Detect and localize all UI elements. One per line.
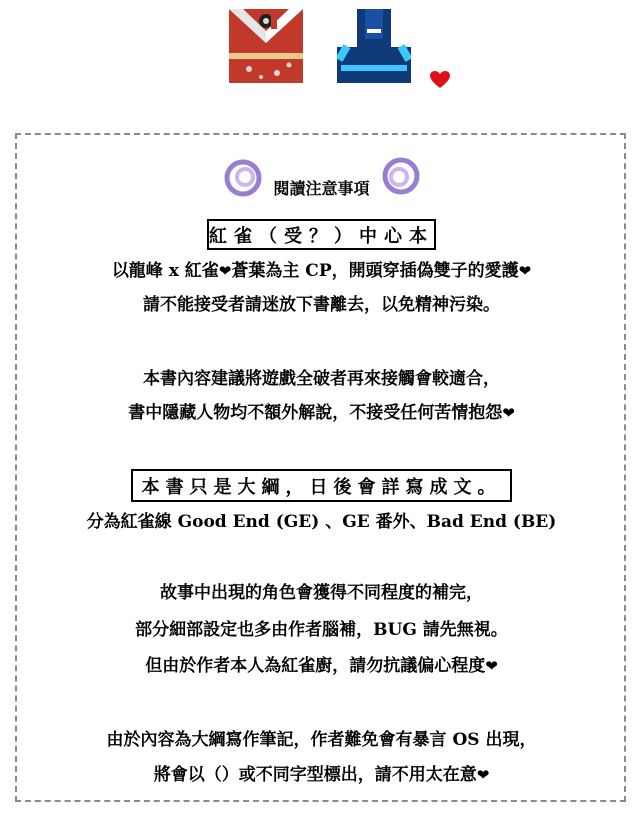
heading-row bbox=[0, 156, 643, 202]
notice-line: 分為紅雀線 Good End (GE) 、GE 番外、Bad End (BE) bbox=[86, 512, 557, 532]
notice-line: 但由於作者本人為紅雀廚，請勿抗議偏心程度❤ bbox=[145, 656, 498, 676]
boxed-title-center-book: 紅雀（受？）中心本 bbox=[207, 219, 436, 250]
notice-line: 將會以（）或不同字型標出，請不用太在意❤ bbox=[153, 765, 490, 785]
heart-icon: ❤ bbox=[518, 262, 532, 280]
notice-line: 本書內容建議將遊戲全破者再來接觸會較適合， bbox=[143, 369, 500, 389]
notice-line: 請不能接受者請迷放下書離去，以免精神污染。 bbox=[143, 295, 500, 315]
heart-icon: ❤ bbox=[502, 404, 515, 422]
heart-icon bbox=[430, 71, 450, 89]
notice-line: 部分細部設定也多由作者腦補，BUG 請先無視。 bbox=[135, 620, 508, 640]
notice-line: 故事中出現的角色會獲得不同程度的補完， bbox=[160, 583, 483, 603]
notice-line: 書中隱藏人物均不額外解說，不接受任何苦情抱怨❤ bbox=[128, 403, 515, 423]
page-title: 閱讀注意事項 bbox=[273, 179, 370, 198]
heart-icon: ❤ bbox=[485, 657, 498, 675]
heart-icon: ❤ bbox=[476, 766, 490, 784]
notice-line: 以龍峰 x 紅雀❤蒼葉為主 CP，開頭穿插偽雙子的愛護❤ bbox=[111, 261, 532, 281]
notice-line: 由於內容為大綱寫作筆記，作者難免會有暴言 OS 出現， bbox=[106, 730, 537, 750]
red-kimono-avatar-icon bbox=[229, 9, 303, 83]
heart-icon: ❤ bbox=[218, 262, 232, 280]
blue-outfit-avatar-icon bbox=[337, 9, 411, 83]
boxed-title-outline-note: 本書只是大綱，日後會詳寫成文。 bbox=[131, 469, 512, 502]
